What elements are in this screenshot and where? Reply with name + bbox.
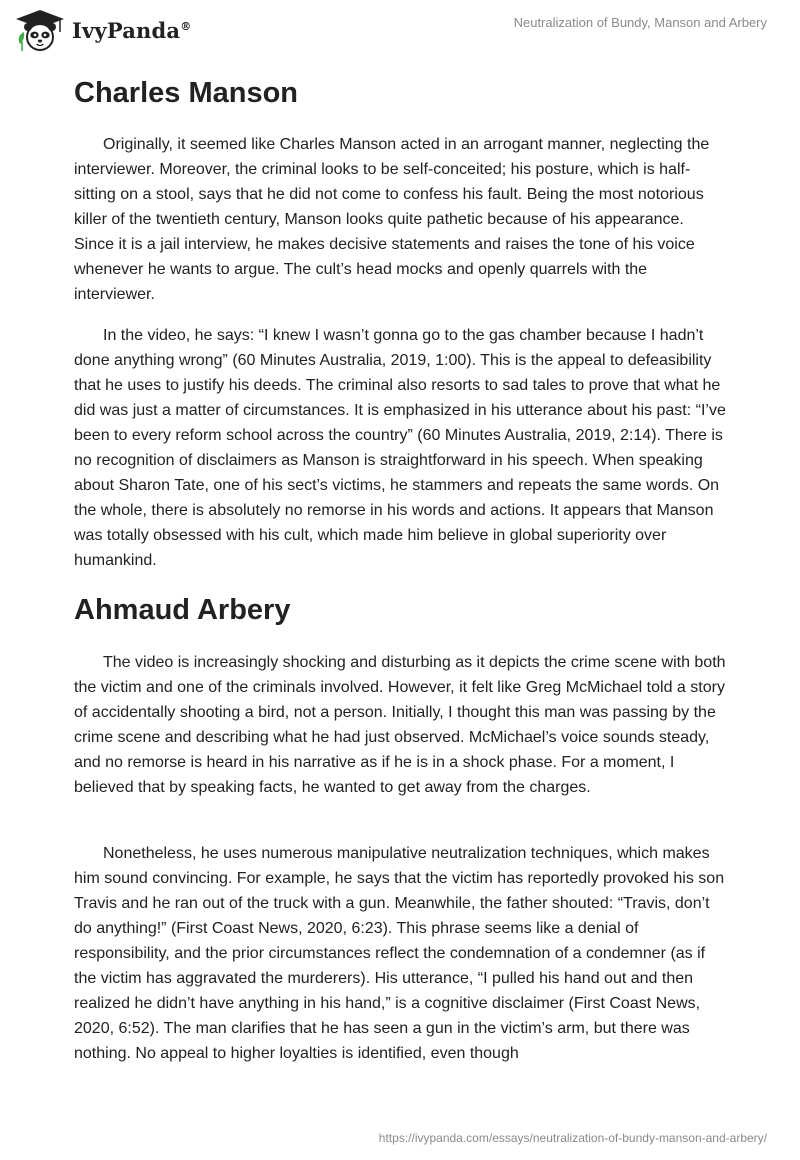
paragraph: Originally, it seemed like Charles Manson acted in an arrogant manner, neglecting the interviewer. Moreover, the criminal looks to be self-conceited; his posture, which is half-sitting on a stool, says that he did not come to confess his fault. Being the most notorious killer of the twentieth century, Manson looks quite pathetic because of his appearance. Since it is a jail interview, he makes decisive statements and raises the tone of his voice whenever he wants to argue. The cult’s head mocks and openly quarrels with the interviewer. bbox=[74, 136, 710, 303]
brand-logo[interactable] bbox=[14, 8, 191, 52]
paragraph-arbery-1-container bbox=[74, 650, 726, 800]
section-charles-manson bbox=[74, 76, 726, 110]
page-header bbox=[0, 0, 800, 60]
paragraph: The video is increasingly shocking and disturbing as it depicts the crime scene with both the victim and one of the criminals involved. However, it felt like Greg McMichael told a story of accidentally shooting a bird, not a person. Initially, I thought this man was passing by the crime scene and describing what he had just observed. McMichael’s voice sounds steady, and no remorse is heard in his narrative as if he is in a shock phase. For a moment, I believed that by speaking facts, he wanted to get away from the charges. bbox=[74, 654, 726, 796]
paragraph: In the video, he says: “I knew I wasn’t gonna go to the gas chamber because I hadn’t done anything wrong” (60 Minutes Australia, 2019, 1:00). This is the appeal to defeasibility that he uses to justify his deeds. The criminal also resorts to sad tales to prove that what he did was just a matter of circumstances. It is emphasized in his utterance about his past: “I’ve been to every reform school across the country” (60 Minutes Australia, 2019, 2:14). There is no recognition of disclaimers as Manson is straightforward in his speech. When speaking about Sharon Tate, one of his sect’s victims, he stammers and repeats the same words. On the whole, there is absolutely no remorse in his words and actions. It appears that Manson was totally obsessed with his cult, which made him believe in global superiority over humankind. bbox=[74, 327, 726, 569]
paragraph-manson-2-container bbox=[74, 323, 726, 573]
source-url-link[interactable]: https://ivypanda.com/essays/neutralization-of-bundy-manson-and-arbery/ bbox=[378, 1131, 767, 1145]
document-title: Neutralization of Bundy, Manson and Arbery bbox=[513, 15, 767, 30]
section-heading: Charles Manson bbox=[74, 77, 298, 109]
section-ahmaud-arbery bbox=[74, 593, 726, 627]
paragraph-arbery-2-container bbox=[74, 841, 726, 1066]
panda-graduation-cap-icon bbox=[14, 8, 66, 52]
paragraph-manson-1-container bbox=[74, 132, 726, 307]
paragraph: Nonetheless, he uses numerous manipulative neutralization techniques, which makes him sound convincing. For example, he says that the victim has reportedly provoked his son Travis and he ran out of the truck with a gun. Meanwhile, the father shouted: “Travis, don’t do anything!” (First Coast News, 2020, 6:23). This phrase seems like a denial of responsibility, and the prior circumstances reflect the condemnation of a condemner (as if the victim has aggravated the murderers). His utterance, “I pulled his hand out and then realized he didn’t have anything in his hand,” is a cognitive disclaimer (First Coast News, 2020, 6:52). The man clarifies that he has seen a gun in the victim’s arm, but there was nothing. No appeal to higher loyalties is identified, even though bbox=[74, 845, 725, 1062]
brand-name: IvyPanda® bbox=[72, 17, 192, 43]
section-heading: Ahmaud Arbery bbox=[74, 594, 291, 626]
